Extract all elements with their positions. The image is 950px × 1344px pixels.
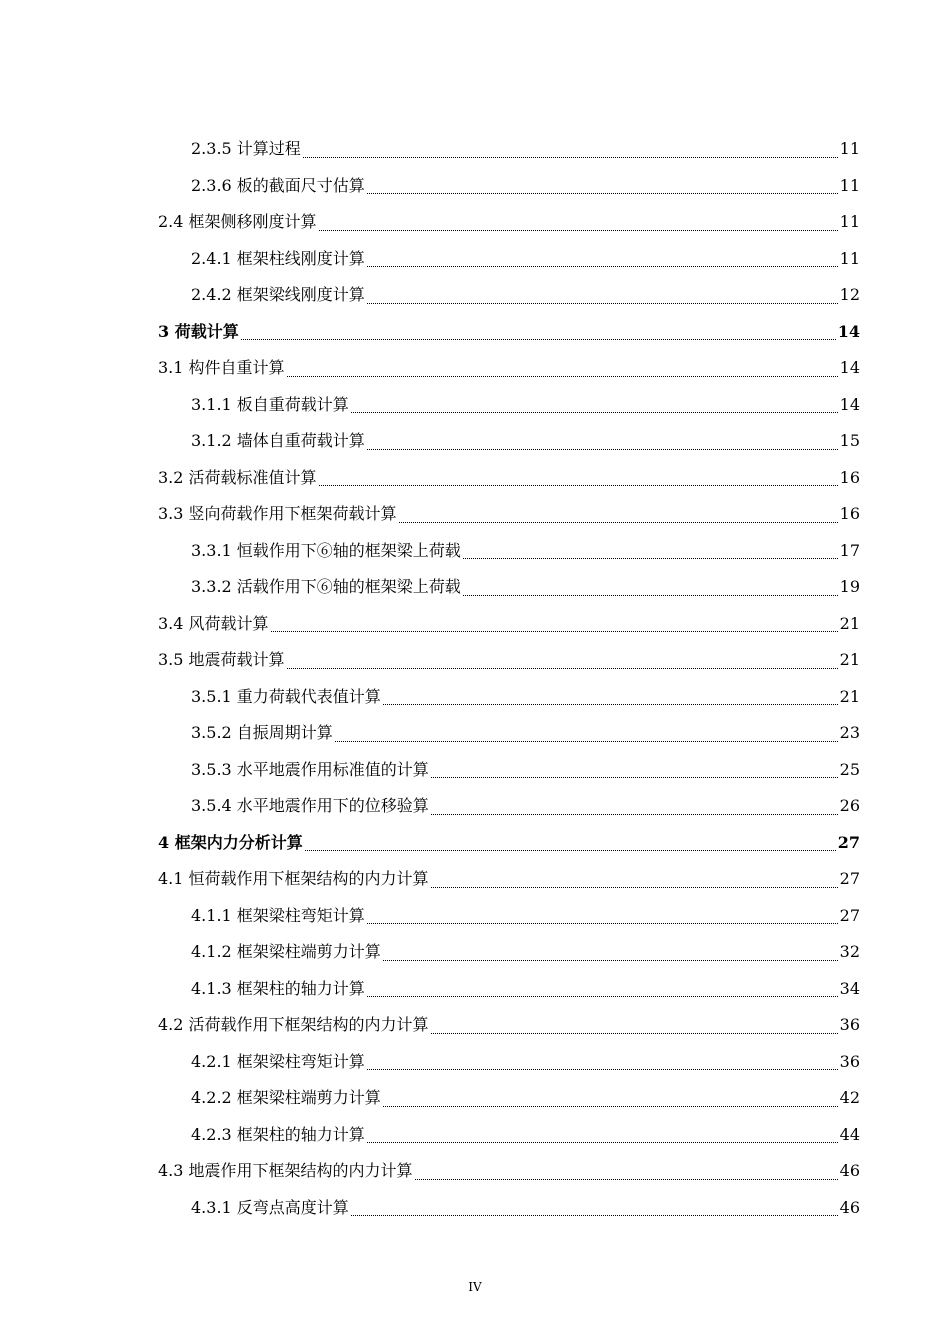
toc-entry[interactable] xyxy=(158,350,860,387)
toc-entry-title: 2.4.1 框架柱线刚度计算 xyxy=(191,248,365,268)
toc-dot-leader xyxy=(351,1215,838,1216)
toc-entry-page: 11 xyxy=(839,212,860,231)
toc-entry-title: 4.3 地震作用下框架结构的内力计算 xyxy=(158,1161,413,1180)
toc-entry-title: 3.1.2 墙体自重荷载计算 xyxy=(191,431,365,450)
toc-entry[interactable] xyxy=(158,569,860,606)
toc-entry[interactable] xyxy=(158,825,860,862)
toc-dot-leader xyxy=(415,1179,838,1180)
toc-entry-page: 11 xyxy=(839,139,860,158)
toc-entry-title: 4.2.2 框架梁柱端剪力计算 xyxy=(191,1088,381,1107)
toc-entry-page: 16 xyxy=(839,504,860,523)
toc-entry-page: 23 xyxy=(839,723,860,742)
toc-dot-leader xyxy=(367,266,838,267)
toc-entry-title: 3.5.3 水平地震作用标准值的计算 xyxy=(191,759,429,779)
toc-entry-page: 36 xyxy=(839,1051,860,1071)
toc-entry[interactable] xyxy=(158,314,860,351)
toc-dot-leader xyxy=(287,668,838,669)
toc-dot-leader xyxy=(335,741,838,742)
toc-dot-leader xyxy=(367,996,838,997)
toc-entry[interactable] xyxy=(158,898,860,935)
toc-entry-page: 44 xyxy=(839,1124,860,1144)
toc-entry-page: 26 xyxy=(839,796,860,815)
toc-dot-leader xyxy=(399,522,838,523)
toc-entry-title: 3.5 地震荷载计算 xyxy=(158,650,285,669)
toc-dot-leader xyxy=(305,850,836,851)
toc-entry-title: 2.3.6 板的截面尺寸估算 xyxy=(191,175,365,195)
toc-entry-page: 16 xyxy=(839,467,860,487)
toc-entry-title: 3.5.1 重力荷载代表值计算 xyxy=(191,686,381,706)
toc-entry-title: 4.3.1 反弯点高度计算 xyxy=(191,1197,349,1217)
toc-entry[interactable] xyxy=(158,533,860,570)
toc-dot-leader xyxy=(241,339,836,340)
toc-entry-page: 27 xyxy=(839,905,860,925)
toc-dot-leader xyxy=(351,412,838,413)
toc-entry[interactable] xyxy=(158,642,860,679)
toc-entry-page: 25 xyxy=(839,759,860,779)
toc-entry-title: 3.1 构件自重计算 xyxy=(158,358,285,377)
toc-entry-page: 11 xyxy=(839,248,860,268)
toc-entry-title: 3 荷载计算 xyxy=(158,321,239,341)
toc-entry-page: 46 xyxy=(839,1161,860,1180)
toc-entry[interactable] xyxy=(158,934,860,971)
toc-dot-leader xyxy=(367,449,838,450)
toc-dot-leader xyxy=(271,631,838,632)
toc-dot-leader xyxy=(383,704,838,705)
toc-entry-page: 14 xyxy=(839,394,860,414)
toc-entry-page: 42 xyxy=(839,1088,860,1107)
toc-dot-leader xyxy=(463,595,838,596)
toc-entry[interactable] xyxy=(158,861,860,898)
toc-entry[interactable] xyxy=(158,387,860,424)
toc-entry-title: 4 框架内力分析计算 xyxy=(158,832,303,852)
toc-dot-leader xyxy=(319,230,838,231)
table-of-contents xyxy=(158,131,860,1226)
toc-entry-title: 4.2 活荷载作用下框架结构的内力计算 xyxy=(158,1015,429,1034)
toc-dot-leader xyxy=(319,485,838,486)
toc-entry-title: 3.1.1 板自重荷载计算 xyxy=(191,394,349,414)
toc-entry-title: 3.4 风荷载计算 xyxy=(158,613,269,633)
toc-dot-leader xyxy=(367,923,838,924)
toc-entry[interactable] xyxy=(158,1080,860,1117)
toc-entry-page: 21 xyxy=(839,650,860,669)
toc-entry-page: 12 xyxy=(839,285,860,304)
toc-entry[interactable] xyxy=(158,277,860,314)
toc-dot-leader xyxy=(367,1142,838,1143)
toc-entry[interactable] xyxy=(158,752,860,789)
toc-entry[interactable] xyxy=(158,423,860,460)
toc-entry-title: 4.1.2 框架梁柱端剪力计算 xyxy=(191,942,381,961)
toc-entry[interactable] xyxy=(158,204,860,241)
toc-entry[interactable] xyxy=(158,496,860,533)
toc-entry[interactable] xyxy=(158,606,860,643)
toc-entry-page: 36 xyxy=(839,1015,860,1034)
toc-entry-title: 3.3 竖向荷载作用下框架荷载计算 xyxy=(158,504,397,523)
toc-entry-title: 2.4 框架侧移刚度计算 xyxy=(158,212,317,231)
toc-entry-page: 17 xyxy=(839,540,860,560)
toc-entry-page: 19 xyxy=(839,577,860,596)
toc-entry-page: 46 xyxy=(839,1197,860,1217)
toc-dot-leader xyxy=(367,1069,838,1070)
toc-entry-title: 3.5.4 水平地震作用下的位移验算 xyxy=(191,796,429,815)
toc-entry[interactable] xyxy=(158,168,860,205)
toc-entry-page: 27 xyxy=(837,832,860,852)
toc-entry-title: 4.2.1 框架梁柱弯矩计算 xyxy=(191,1051,365,1071)
toc-entry-title: 3.5.2 自振周期计算 xyxy=(191,723,333,742)
toc-entry-title: 4.2.3 框架柱的轴力计算 xyxy=(191,1124,365,1144)
toc-entry[interactable] xyxy=(158,1007,860,1044)
toc-entry-page: 27 xyxy=(839,869,860,888)
toc-entry[interactable] xyxy=(158,788,860,825)
toc-dot-leader xyxy=(367,193,838,194)
toc-entry-title: 3.2 活荷载标准值计算 xyxy=(158,467,317,487)
toc-entry-title: 4.1 恒荷载作用下框架结构的内力计算 xyxy=(158,869,429,888)
toc-entry-title: 3.3.2 活载作用下⑥轴的框架梁上荷载 xyxy=(191,577,461,596)
toc-entry-page: 14 xyxy=(839,358,860,377)
toc-dot-leader xyxy=(367,303,838,304)
toc-entry-page: 21 xyxy=(839,613,860,633)
toc-entry[interactable] xyxy=(158,1044,860,1081)
toc-entry[interactable] xyxy=(158,460,860,497)
toc-entry[interactable] xyxy=(158,1117,860,1154)
toc-entry-page: 14 xyxy=(837,321,860,341)
page-number: IV xyxy=(468,1280,482,1294)
toc-entry[interactable] xyxy=(158,715,860,752)
toc-entry[interactable] xyxy=(158,971,860,1008)
toc-entry-title: 2.3.5 计算过程 xyxy=(191,139,301,158)
toc-entry-title: 3.3.1 恒载作用下⑥轴的框架梁上荷载 xyxy=(191,540,461,560)
toc-dot-leader xyxy=(287,376,838,377)
toc-entry[interactable] xyxy=(158,1153,860,1190)
toc-entry[interactable] xyxy=(158,1190,860,1227)
toc-entry-title: 2.4.2 框架梁线刚度计算 xyxy=(191,285,365,304)
toc-entry-page: 15 xyxy=(839,431,860,450)
toc-dot-leader xyxy=(431,814,838,815)
toc-dot-leader xyxy=(463,558,838,559)
toc-entry[interactable] xyxy=(158,241,860,278)
toc-entry-page: 11 xyxy=(839,175,860,195)
toc-entry-page: 21 xyxy=(839,686,860,706)
toc-entry-page: 32 xyxy=(839,942,860,961)
toc-entry-title: 4.1.1 框架梁柱弯矩计算 xyxy=(191,905,365,925)
toc-dot-leader xyxy=(303,157,838,158)
toc-dot-leader xyxy=(431,777,838,778)
toc-dot-leader xyxy=(431,1033,838,1034)
toc-entry[interactable] xyxy=(158,131,860,168)
toc-dot-leader xyxy=(383,1106,838,1107)
toc-entry-title: 4.1.3 框架柱的轴力计算 xyxy=(191,978,365,998)
toc-dot-leader xyxy=(431,887,838,888)
toc-entry-page: 34 xyxy=(839,978,860,998)
toc-entry[interactable] xyxy=(158,679,860,716)
toc-dot-leader xyxy=(383,960,838,961)
